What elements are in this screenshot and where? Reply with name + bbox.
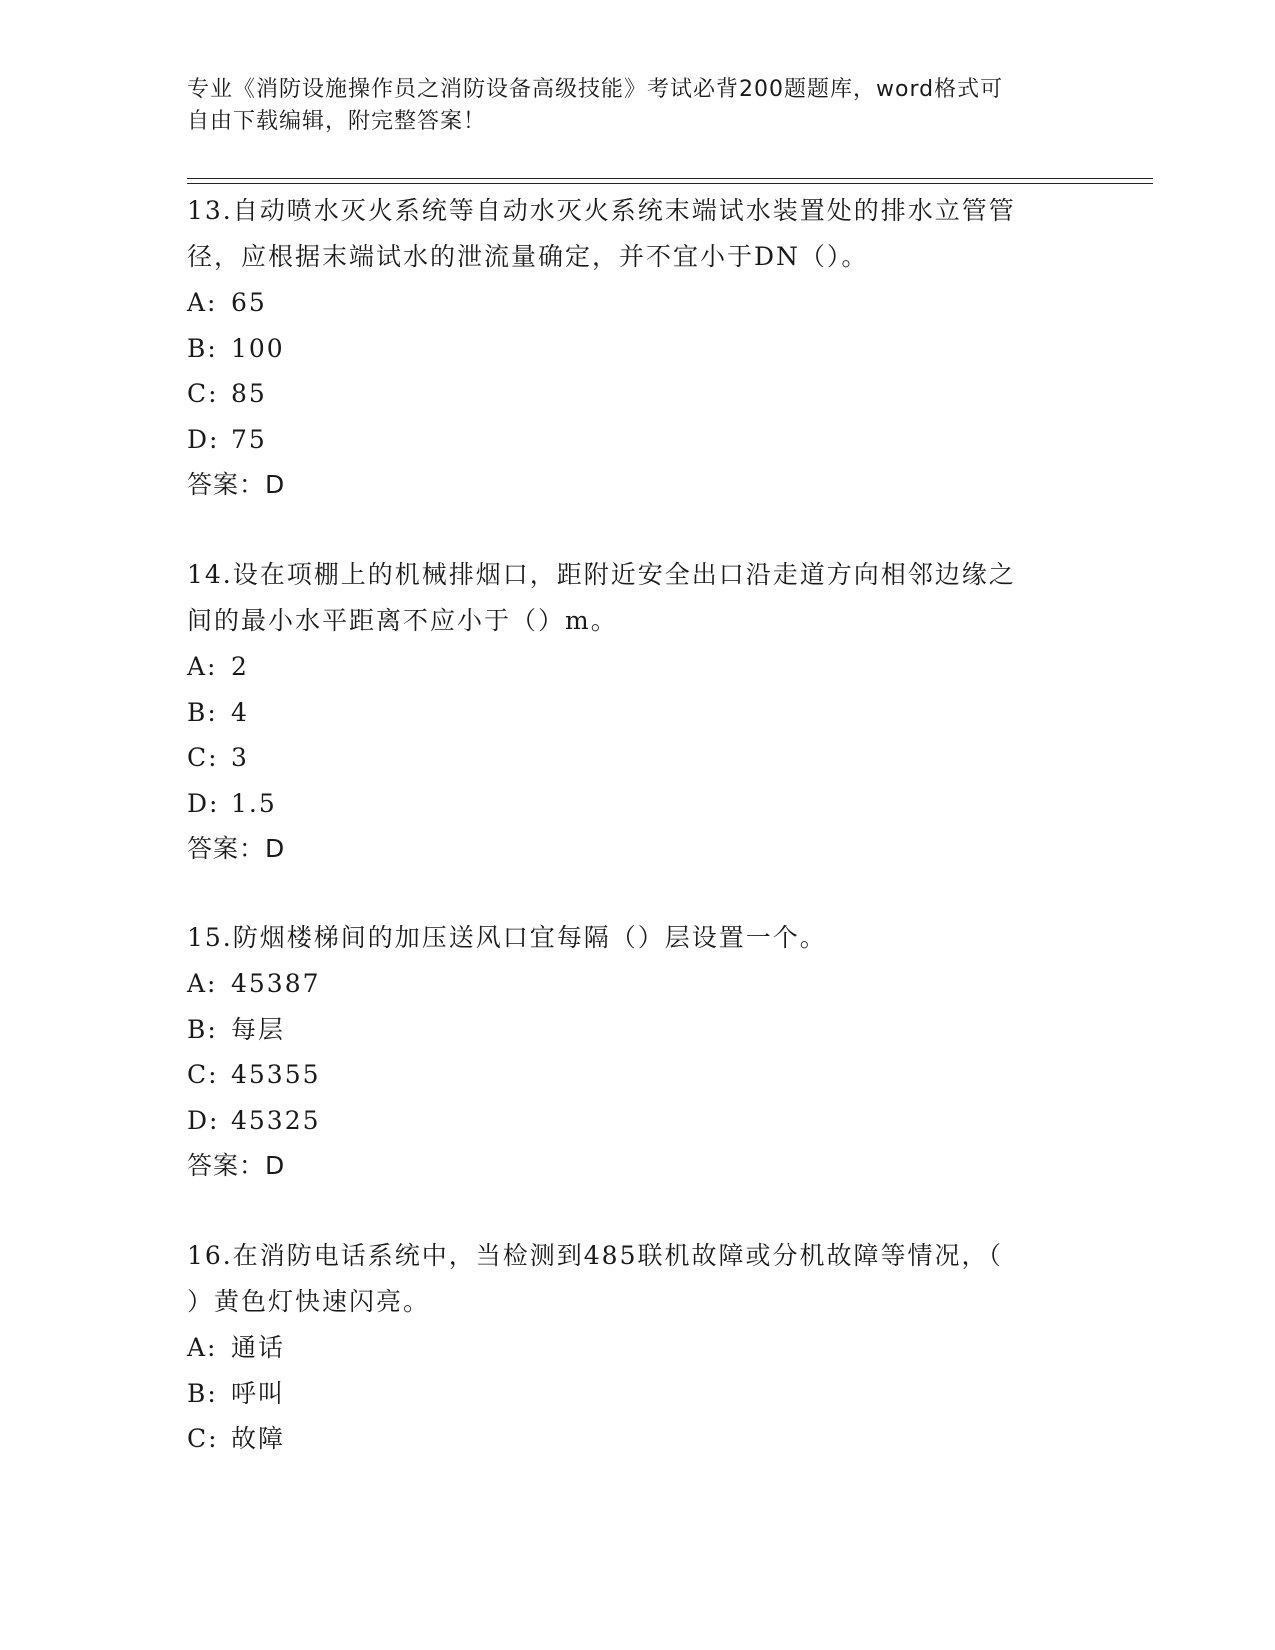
option-c [187, 1416, 1087, 1462]
header-divider-bottom [187, 183, 1153, 184]
question-stem-line-2: 径，应根据末端试水的泄流量确定，并不宜小于DN（）。 [187, 242, 869, 271]
answer-line: 答案：D [187, 1151, 286, 1180]
option-b [187, 690, 1087, 736]
option-text: 2 [231, 652, 249, 681]
option-a [187, 961, 1087, 1007]
option-text: 呼叫 [231, 1378, 286, 1408]
option-text: 45387 [231, 969, 321, 998]
question-stem-line-2: ）黄色灯快速闪亮。 [187, 1287, 431, 1316]
question-stem-line-1: 15.防烟楼梯间的加压送风口宜每隔（）层设置一个。 [187, 923, 827, 952]
option-text: 通话 [231, 1333, 286, 1362]
option-letter: C: [187, 743, 219, 772]
answer-line: 答案：D [187, 834, 286, 863]
option-text: 故障 [231, 1424, 286, 1453]
option-text: 1.5 [231, 788, 277, 818]
option-letter: B: [187, 1014, 218, 1044]
option-letter: B: [187, 1378, 218, 1408]
option-text: 75 [231, 424, 267, 454]
document-header [187, 74, 1087, 138]
option-a [187, 1325, 1087, 1371]
option-b [187, 1371, 1087, 1417]
option-c [187, 735, 1087, 781]
header-line-1: 专业《消防设施操作员之消防设备高级技能》考试必背200题题库，word格式可 [187, 77, 1004, 102]
question-16 [187, 1233, 1087, 1462]
option-letter: D: [187, 424, 220, 454]
option-b [187, 1007, 1087, 1053]
option-text: 45325 [231, 1105, 321, 1135]
option-b [187, 326, 1087, 372]
option-letter: A: [187, 969, 218, 998]
option-a [187, 280, 1087, 326]
option-text: 65 [231, 288, 267, 317]
question-stem-line-2: 间的最小水平距离不应小于（）m。 [187, 606, 618, 635]
question-stem-line-1: 13.自动喷水灭火系统等自动水灭火系统末端试水装置处的排水立管管 [187, 196, 1016, 225]
option-letter: C: [187, 1424, 219, 1453]
option-text: 100 [231, 333, 285, 363]
header-line-2: 自由下载编辑，附完整答案！ [187, 109, 487, 134]
answer-line: 答案：D [187, 470, 286, 499]
option-letter: B: [187, 697, 218, 727]
option-text: 85 [231, 379, 267, 408]
option-text: 3 [231, 743, 249, 772]
header-divider-top [187, 178, 1153, 179]
option-letter: B: [187, 333, 218, 363]
option-letter: C: [187, 379, 219, 408]
option-d [187, 781, 1087, 827]
option-letter: A: [187, 288, 218, 317]
question-14 [187, 552, 1087, 872]
option-letter: D: [187, 1105, 220, 1135]
question-13 [187, 188, 1087, 508]
option-a [187, 644, 1087, 690]
question-stem-line-1: 16.在消防电话系统中，当检测到485联机故障或分机故障等情况，（ [187, 1241, 1003, 1270]
option-letter: A: [187, 652, 218, 681]
question-15 [187, 915, 1087, 1189]
option-letter: A: [187, 1333, 218, 1362]
option-c [187, 371, 1087, 417]
option-letter: D: [187, 788, 220, 818]
option-c [187, 1052, 1087, 1098]
option-d [187, 417, 1087, 463]
option-text: 45355 [231, 1060, 321, 1089]
option-letter: C: [187, 1060, 219, 1089]
option-d [187, 1098, 1087, 1144]
option-text: 4 [231, 697, 249, 727]
option-text: 每层 [231, 1014, 286, 1044]
question-stem-line-1: 14.设在项棚上的机械排烟口，距附近安全出口沿走道方向相邻边缘之 [187, 560, 1016, 589]
